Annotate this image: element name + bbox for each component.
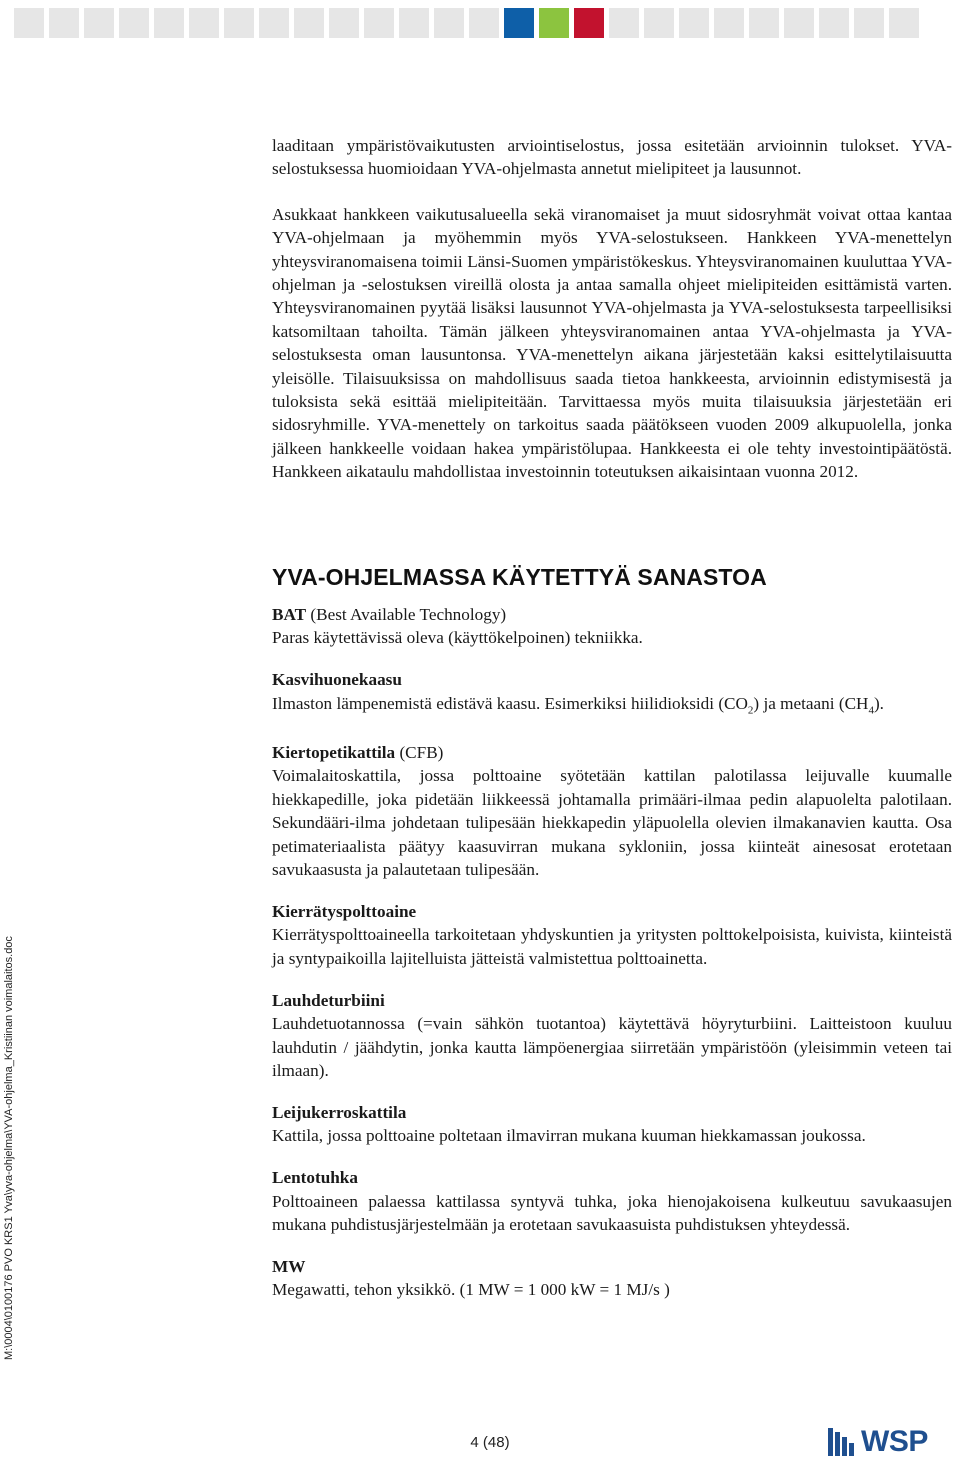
header-square	[399, 8, 429, 38]
header-square	[119, 8, 149, 38]
header-square	[679, 8, 709, 38]
header-square	[574, 8, 604, 38]
glossary-title: YVA-OHJELMASSA KÄYTETTYÄ SANASTOA	[272, 564, 767, 590]
glossary-entry-kierratyspolttoaine	[272, 900, 952, 970]
page-number: 4 (48)	[470, 1434, 510, 1451]
header-square	[714, 8, 744, 38]
glossary-definition: Voimalaitoskattila, jossa polttoaine syötetään kattilan palotilassa leijuvalle kuumalle hiekkapedille, joka pidetään liikkeessä johtamalla primääri-ilmaa pedin alapuolelta palotilaan. Sekundääri-ilma johdetaan tulipesään hiekkapedin yläpuolella olevien ilmakanavien kautta. Osa petimateriaalista päätyy kaasuvirran mukana sykloniin, jossa kiinteät ainesosat erotetaan savukaasusta ja palautetaan tulipesään.	[272, 766, 952, 880]
header-square	[784, 8, 814, 38]
glossary-definition: Ilmaston lämpenemistä edistävä kaasu. Esimerkiksi hiilidioksidi $(CO_2)$ ja metaani $(CH_4)$.	[272, 693, 884, 717]
glossary-entry-kasvihuonekaasu	[272, 668, 952, 722]
glossary-term: Leijukerroskattila	[272, 1102, 407, 1122]
header-square	[749, 8, 779, 38]
wsp-logo-text: WSP	[861, 1425, 928, 1458]
glossary-definition: Lauhdetuotannossa (=vain sähkön tuotantoa) käytettävä höyryturbiini. Laitteistoon kuuluu lauhdutin / jäähdytin, jonka kautta lämpöenergiaa siirretään ympäristöön (yleisimmin veteen tai ilmaan).	[272, 1014, 952, 1080]
header-square	[14, 8, 44, 38]
glossary-term: Lauhdeturbiini	[272, 990, 385, 1010]
wsp-logo-icon	[826, 1426, 858, 1458]
header-square	[644, 8, 674, 38]
glossary-definition: Kattila, jossa polttoaine poltetaan ilmavirran mukana kuuman hiekkamassan joukossa.	[272, 1126, 866, 1146]
header-square	[539, 8, 569, 38]
glossary-term: Lentotuhka	[272, 1168, 358, 1188]
glossary-definition: Megawatti, tehon yksikkö. (1 MW = 1 000 kW = 1 MJ/s )	[272, 1280, 670, 1300]
header-square	[189, 8, 219, 38]
header-square	[224, 8, 254, 38]
header-square	[154, 8, 184, 38]
header-square	[84, 8, 114, 38]
glossary-definition: Kierrätyspolttoaineella tarkoitetaan yhdyskuntien ja yritysten polttokelpoisista, kuivista, kiinteistä ja syntypaikoilla lajitelluista jätteistä valmistettua polttoainetta.	[272, 925, 952, 968]
intro-paragraph-1: laaditaan ympäristövaikutusten arviointiselostus, jossa esitetään arvioinnin tulokset. YVA-selostuksessa huomioidaan YVA-ohjelmasta annetut mielipiteet ja lausunnot.	[272, 136, 952, 179]
glossary-definition: Paras käytettävissä oleva (käyttökelpoinen) tekniikka.	[272, 628, 643, 648]
glossary-entry-kiertopetikattila	[272, 741, 952, 881]
header-square	[889, 8, 919, 38]
glossary-definition: Polttoaineen palaessa kattilassa syntyvä tuhka, joka hienojakoisena kulkeutuu savukaasujen mukana puhdistusjärjestelmään ja erotetaan savukaasuista puhdistuksen yhteydessä.	[272, 1191, 952, 1234]
header-square	[469, 8, 499, 38]
file-path: M:\0004\0100176 PVO KRS1 Yva\yva-ohjelma\YVA-ohjelma_Kristiinan voimalaitos.doc	[3, 936, 15, 1360]
glossary	[272, 603, 952, 1320]
glossary-entry-lauhdeturbiini	[272, 989, 952, 1083]
glossary-entry-leijukerroskattila	[272, 1101, 952, 1148]
intro-paragraph-2: Asukkaat hankkeen vaikutusalueella sekä viranomaiset ja muut sidosryhmät voivat ottaa kantaa YVA-ohjelmaan ja myöhemmin myös YVA-selostukseen. Hankkeen YVA-menettelyn yhteysviranomaisena toimii Länsi-Suomen ympäristökeskus. Yhteysviranomainen kuuluttaa YVA-ohjelman ja -selostuksen vireillä olosta ja antaa samalla ohjeet mielipiteiden esittämistä varten. Yhteysviranomainen pyytää lisäksi lausunnot YVA-ohjelmasta ja YVA-selostuksesta tarpeellisiksi katsomiltaan tahoilta. Tämän jälkeen yhteysviranomainen antaa YVA-ohjelmasta ja YVA-selostuksesta oman lausuntonsa. YVA-menettelyn aikana järjestetään kaksi esittelytilaisuutta yleisölle. Tilaisuuksissa on mahdollisuus saada tietoa hankkeesta, arvioinnin edistymisestä ja tuloksista sekä esittää mielipiteitään. Tarvittaessa myös muita tilaisuuksia järjestetään eri sidosryhmille. YVA-menettely on tarkoitus saada päätökseen vuoden 2009 alkupuolella, jonka jälkeen hankkeelle voidaan hakea ympäristölupaa. Hankkeesta ei ole tehty investointipäätöstä. Hankkeen aikataulu mahdollistaa investoinnin toteutuksen aikaisintaan vuonna 2012.	[272, 204, 952, 482]
glossary-term: Kierrätyspolttoaine	[272, 902, 417, 921]
glossary-term: MW	[272, 1256, 306, 1276]
glossary-entry-bat	[272, 603, 952, 650]
glossary-term: BAT (Best Available Technology)	[272, 605, 507, 624]
glossary-entry-lentotuhka	[272, 1166, 952, 1236]
header-color-strip	[14, 8, 952, 38]
header-square	[294, 8, 324, 38]
wsp-logo	[826, 1422, 956, 1462]
header-square	[259, 8, 289, 38]
header-square	[504, 8, 534, 38]
header-square	[609, 8, 639, 38]
header-square	[434, 8, 464, 38]
glossary-term: Kasvihuonekaasu	[272, 670, 402, 690]
header-square	[364, 8, 394, 38]
glossary-term: Kiertopetikattila (CFB)	[272, 743, 444, 763]
header-square	[49, 8, 79, 38]
header-square	[819, 8, 849, 38]
glossary-entry-mw	[272, 1255, 952, 1302]
header-square	[329, 8, 359, 38]
intro-text	[272, 134, 952, 484]
header-square	[854, 8, 884, 38]
